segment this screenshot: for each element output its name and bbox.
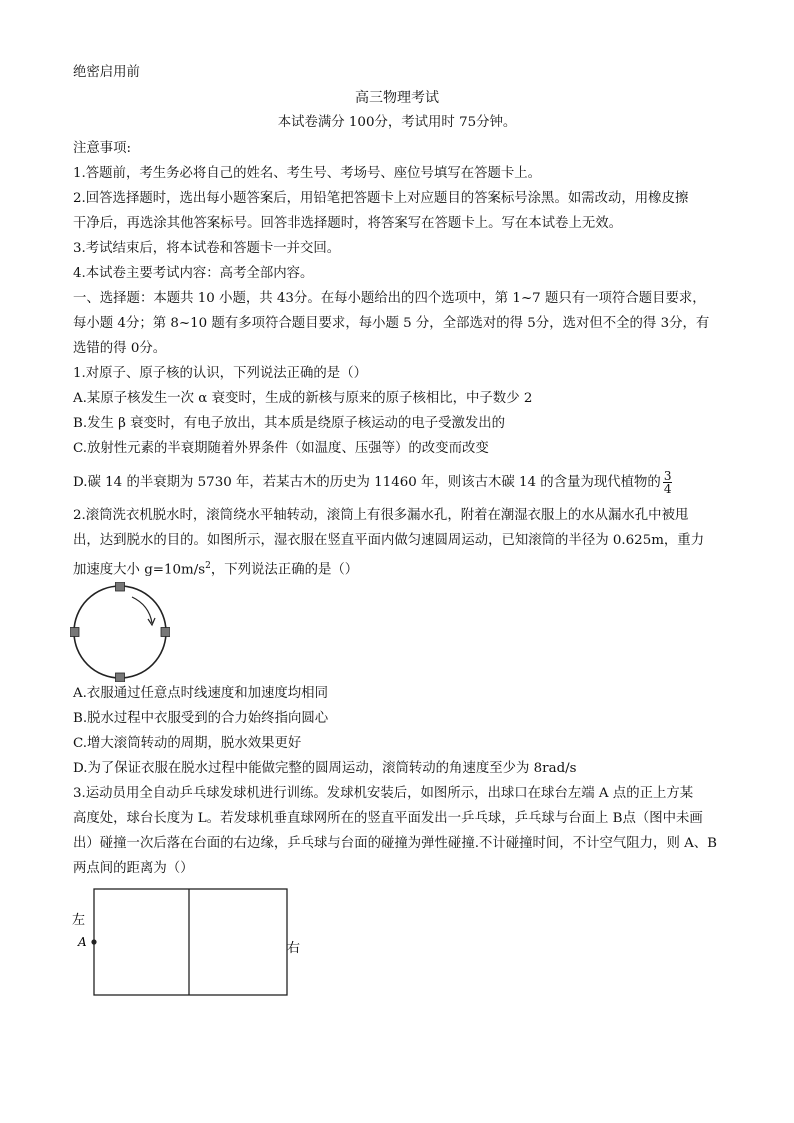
- note-item: 4.本试卷主要考试内容：高考全部内容。: [73, 266, 314, 281]
- q3-stem: 高度处，球台长度为 L。若发球机垂直球网所在的竖直平面发出一乒乓球，乒乓球与台面上 B点（图中未画: [73, 811, 703, 826]
- q2-stem-text: ，下列说法正确的是（）: [210, 562, 359, 578]
- section-instructions: 每小题 4分；第 8~10 题有多项符合题目要求，每小题 5 分，全部选对的得 5分，选对但不全的得 3分，有: [73, 316, 710, 331]
- q3-stem: 出）碰撞一次后落在台面的右边缘，乒乓球与台面的碰撞为弹性碰撞.不计碰撞时间，不计空气阻力，则 A、B: [73, 836, 717, 851]
- fraction: [663, 470, 673, 495]
- q2-option-c: C.增大滚筒转动的周期，脱水效果更好: [73, 736, 302, 751]
- q1-option-d-text: D.碳 14 的半衰期为 5730 年，若某古木的历史为 11460 年，则该古木碳 14 的含量为现代植物的: [73, 475, 661, 490]
- q2-option-b: B.脱水过程中衣服受到的合力始终指向圆心: [73, 711, 329, 726]
- q3-stem: 3.运动员用全自动乒乓球发球机进行训练。发球机安装后，如图所示，出球口在球台左端 A 点的正上方某: [73, 786, 694, 801]
- q2-stem: 2.滚筒洗衣机脱水时，滚筒绕水平轴转动，滚筒上有很多漏水孔，附着在潮湿衣服上的水从漏水孔中被甩: [73, 508, 689, 523]
- fraction-numerator: 3: [663, 469, 672, 483]
- q1-option-c: C.放射性元素的半衰期随着外界条件（如温度、压强等）的改变而改变: [73, 441, 489, 456]
- q1-option-d: [73, 470, 672, 495]
- q1-option-b: B.发生 β 衰变时，有电子放出，其本质是绕原子核运动的电子受激发出的: [73, 416, 506, 431]
- ping-pong-table-figure: [68, 884, 308, 999]
- q2-stem-text: 加速度大小 g=10m/s: [73, 562, 206, 578]
- superscript: 2: [205, 561, 211, 571]
- q2-option-d: D.为了保证衣服在脱水过程中能做完整的圆周运动，滚筒转动的角速度至少为 8rad/s: [73, 761, 577, 776]
- q2-option-a: A.衣服通过任意点时线速度和加速度均相同: [73, 686, 328, 701]
- q1-stem: 1.对原子、原子核的认识，下列说法正确的是（）: [73, 366, 367, 381]
- label-point-a: A: [78, 935, 87, 949]
- secret-mark: 绝密启用前: [73, 65, 140, 80]
- exam-title: 高三物理考试: [355, 90, 439, 106]
- fraction-denominator: 4: [663, 482, 672, 496]
- note-item: 3.考试结束后，将本试卷和答题卡一并交回。: [73, 241, 341, 256]
- label-left: 左: [72, 913, 86, 928]
- q1-option-a: A.某原子核发生一次 α 衰变时，生成的新核与原来的原子核相比，中子数少 2: [73, 391, 533, 406]
- note-item: 干净后，再选涂其他答案标号。回答非选择题时，将答案写在答题卡上。写在本试卷上无效。: [73, 216, 623, 231]
- section-instructions: 选错的得 0分。: [73, 341, 167, 356]
- notes-heading: 注意事项:: [73, 141, 132, 156]
- q3-stem: 两点间的距离为（）: [73, 861, 194, 876]
- note-item: 1.答题前，考生务必将自己的姓名、考生号、考场号、座位号填写在答题卡上。: [73, 166, 542, 181]
- section-instructions: 一、选择题：本题共 10 小题，共 43分。在每小题给出的四个选项中，第 1~7 题只有一项符合题目要求，: [73, 291, 706, 306]
- q2-stem: 出，达到脱水的目的。如图所示，湿衣服在竖直平面内做匀速圆周运动，已知滚筒的半径为 0.625m，重力: [73, 533, 705, 548]
- washing-drum-figure: [70, 582, 170, 682]
- q2-stem: [73, 557, 358, 579]
- exam-subtitle: 本试卷满分 100分，考试用时 75分钟。: [277, 115, 517, 130]
- label-right: 右: [287, 941, 301, 956]
- note-item: 2.回答选择题时，选出每小题答案后，用铅笔把答题卡上对应题目的答案标号涂黑。如需改动，用橡皮擦: [73, 191, 689, 206]
